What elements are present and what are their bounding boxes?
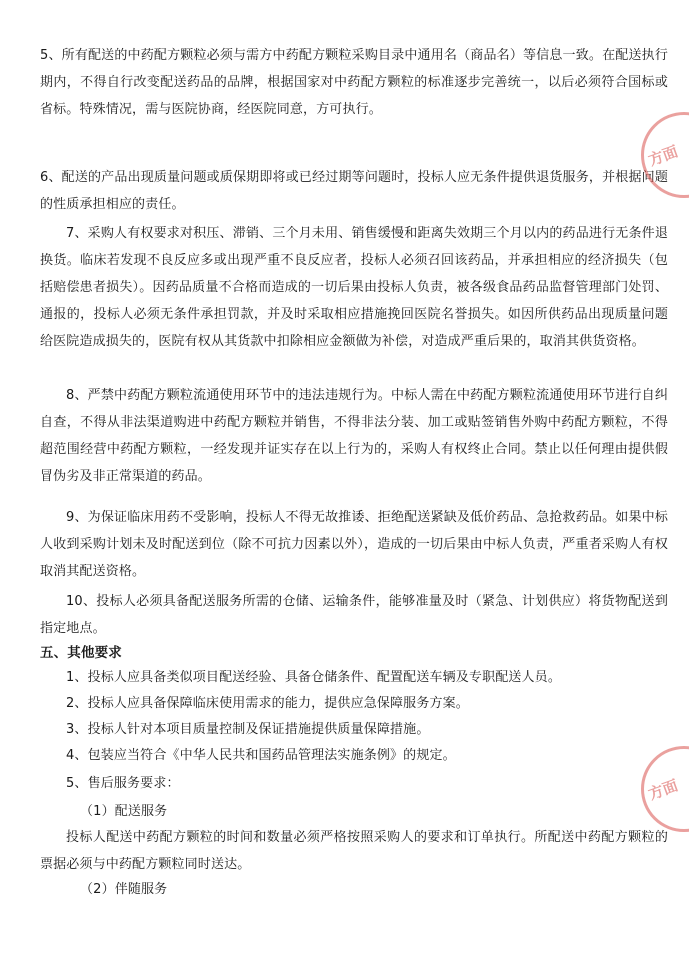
requirement-item-3: 3、投标人针对本项目质量控制及保证措施提供质量保障措施。 [66,722,430,737]
section-heading: 五、其他要求 [40,645,122,661]
paragraph-9: 9、为保证临床用药不受影响，投标人不得无故推诿、拒绝配送紧缺及低价药品、急抢救药品。如果中标人收到采购计划未及时配送到位（除不可抗力因素以外），造成的一切后果由中标人负责，严重者采购人有权取消其配送资格。 [40,510,668,579]
requirement-item-4: 4、包装应当符合《中华人民共和国药品管理法实施条例》的规定。 [66,748,456,763]
seal-text: 方面 [645,776,681,804]
paragraph-6: 6、配送的产品出现质量问题或质保期即将或已经过期等问题时，投标人应无条件提供退货服务，并根据问题的性质承担相应的责任。 [40,170,668,212]
subsection-text-delivery: 投标人配送中药配方颗粒的时间和数量必须严格按照采购人的要求和订单执行。所配送中药配方颗粒的票据必须与中药配方颗粒同时送达。 [40,830,668,872]
subsection-title-delivery: （1）配送服务 [80,804,168,819]
seal-text: 方面 [645,142,681,170]
paragraph-10: 10、投标人必须具备配送服务所需的仓储、运输条件，能够准量及时（紧急、计划供应）将货物配送到指定地点。 [40,594,668,636]
requirement-item-2: 2、投标人应具备保障临床使用需求的能力，提供应急保障服务方案。 [66,696,469,711]
paragraph-7: 7、采购人有权要求对积压、滞销、三个月未用、销售缓慢和距离失效期三个月以内的药品进行无条件退换货。临床若发现不良反应多或出现严重不良反应者，投标人必须召回该药品，并承担相应的经济损失（包括赔偿患者损失）。因药品质量不合格而造成的一切后果由投标人负责，被各级食品药品监督管理部门处罚、通报的，投标人必须无条件承担罚款，并及时采取相应措施挽回医院名誉损失。如因所供药品出现质量问题给医院造成损失的，医院有权从其货款中扣除相应金额做为补偿，对造成严重后果的，取消其供货资格。 [40,226,668,349]
paragraph-5: 5、所有配送的中药配方颗粒必须与需方中药配方颗粒采购目录中通用名（商品名）等信息一致。在配送执行期内，不得自行改变配送药品的品牌，根据国家对中药配方颗粒的标准逐步完善统一，以后必须符合国标或省标。特殊情况，需与医院协商，经医院同意，方可执行。 [40,48,668,117]
paragraph-8: 8、严禁中药配方颗粒流通使用环节中的违法违规行为。中标人需在中药配方颗粒流通使用环节进行自纠自查，不得从非法渠道购进中药配方颗粒并销售，不得非法分装、加工或贴签销售外购中药配方颗粒，不得超范围经营中药配方颗粒，一经发现并证实存在以上行为的，采购人有权终止合同。禁止以任何理由提供假冒伪劣及非正常渠道的药品。 [40,388,668,484]
subsection-title-accompanying: （2）伴随服务 [80,882,168,897]
requirement-item-5: 5、售后服务要求： [66,776,180,791]
requirement-item-1: 1、投标人应具备类似项目配送经验、具备仓储条件、配置配送车辆及专职配送人员。 [66,670,561,685]
